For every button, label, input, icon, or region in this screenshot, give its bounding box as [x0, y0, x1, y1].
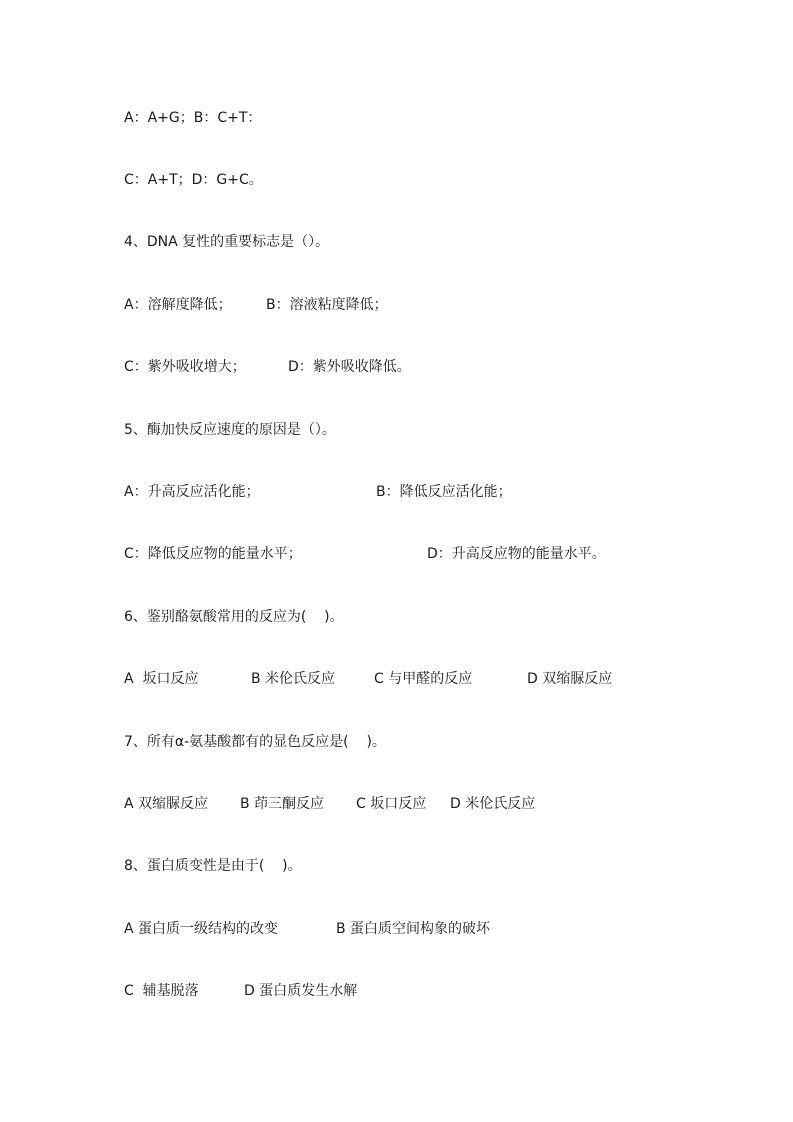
question-text: 4、DNA 复性的重要标志是（）。 [124, 234, 330, 250]
option-d: D 米伦氏反应 [450, 796, 536, 812]
option-a: A 蛋白质一级结构的改变 [124, 921, 279, 937]
option-c: C：紫外吸收增大； [124, 359, 246, 375]
option-a: A 坂口反应 [124, 671, 199, 687]
question-text: 8、蛋白质变性是由于( )。 [124, 858, 302, 874]
question-text: 6、鉴别酪氨酸常用的反应为( )。 [124, 609, 344, 625]
text-segment: A：A+G；B：C+T： [124, 110, 262, 126]
question-text: 5、酶加快反应速度的原因是（）。 [124, 422, 336, 438]
option-d: D：升高反应物的能量水平。 [427, 546, 606, 562]
option-b: B：溶液粘度降低； [266, 297, 388, 313]
option-b: B：降低反应活化能； [376, 484, 512, 500]
text-segment: C：A+T；D：G+C。 [124, 172, 263, 188]
option-a: A：升高反应活化能； [124, 484, 260, 500]
option-a: A：溶解度降低； [124, 297, 232, 313]
option-c: C：降低反应物的能量水平； [124, 546, 302, 562]
option-d: D 双缩脲反应 [527, 671, 613, 687]
option-b: B 米伦氏反应 [251, 671, 336, 687]
option-c: C 与甲醛的反应 [374, 671, 473, 687]
option-c: C 辅基脱落 [124, 983, 199, 999]
option-c: C 坂口反应 [356, 796, 427, 812]
option-a: A 双缩脲反应 [124, 796, 209, 812]
option-d: D：紫外吸收降低。 [288, 359, 411, 375]
option-b: B 蛋白质空间构象的破坏 [336, 921, 491, 937]
question-text: 7、所有α-氨基酸都有的显色反应是( )。 [124, 734, 386, 750]
option-b: B 茚三酮反应 [240, 796, 325, 812]
option-d: D 蛋白质发生水解 [244, 983, 358, 999]
